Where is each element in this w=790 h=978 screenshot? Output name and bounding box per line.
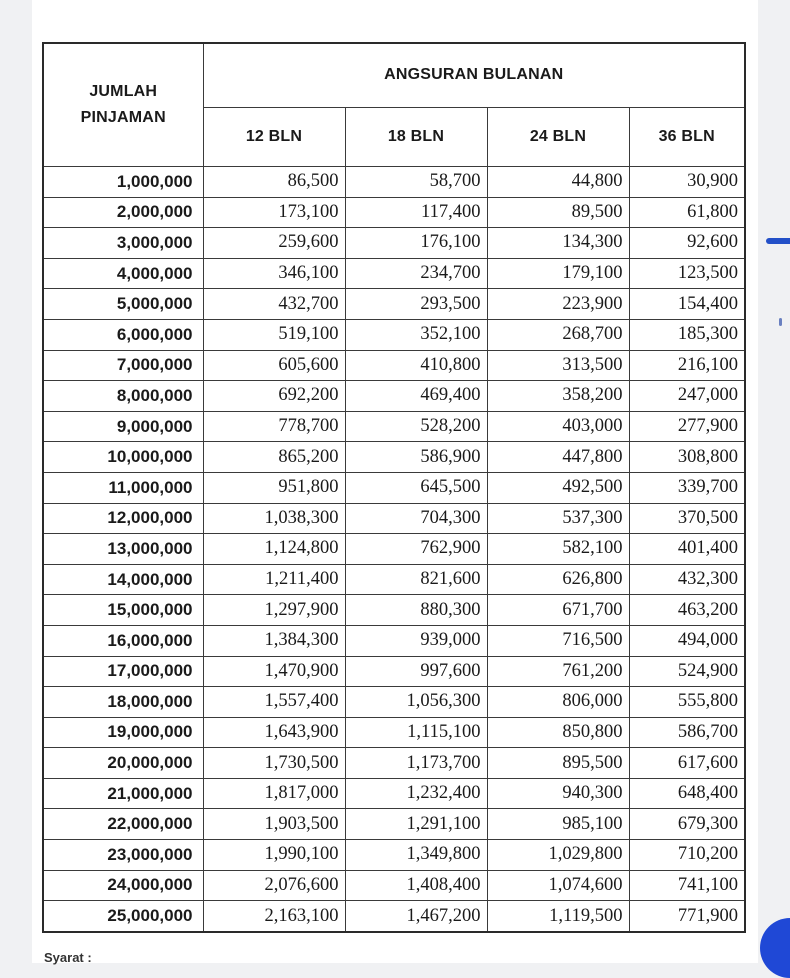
table-row xyxy=(43,472,745,503)
installment-cell: 469,400 xyxy=(345,381,487,412)
loan-amount-cell: 8,000,000 xyxy=(43,381,203,412)
loan-amount-cell: 1,000,000 xyxy=(43,167,203,198)
installment-cell: 582,100 xyxy=(487,534,629,565)
loan-amount-cell: 19,000,000 xyxy=(43,717,203,748)
installment-cell: 2,163,100 xyxy=(203,901,345,932)
installment-cell: 605,600 xyxy=(203,350,345,381)
installment-cell: 86,500 xyxy=(203,167,345,198)
installment-cell: 821,600 xyxy=(345,564,487,595)
installment-cell: 895,500 xyxy=(487,748,629,779)
installment-cell: 1,173,700 xyxy=(345,748,487,779)
installment-cell: 61,800 xyxy=(629,197,745,228)
installment-cell: 586,900 xyxy=(345,442,487,473)
installment-cell: 1,029,800 xyxy=(487,840,629,871)
loan-amount-cell: 10,000,000 xyxy=(43,442,203,473)
header-tenor-18: 18 BLN xyxy=(345,107,487,166)
installment-cell: 1,124,800 xyxy=(203,534,345,565)
installment-cell: 223,900 xyxy=(487,289,629,320)
loan-amount-cell: 15,000,000 xyxy=(43,595,203,626)
installment-cell: 185,300 xyxy=(629,319,745,350)
installment-cell: 528,200 xyxy=(345,411,487,442)
installment-cell: 216,100 xyxy=(629,350,745,381)
installment-cell: 692,200 xyxy=(203,381,345,412)
loan-amount-cell: 16,000,000 xyxy=(43,625,203,656)
installment-cell: 92,600 xyxy=(629,228,745,259)
table-row xyxy=(43,625,745,656)
loan-amount-cell: 5,000,000 xyxy=(43,289,203,320)
loan-amount-cell: 11,000,000 xyxy=(43,472,203,503)
installment-cell: 358,200 xyxy=(487,381,629,412)
installment-cell: 865,200 xyxy=(203,442,345,473)
installment-cell: 1,730,500 xyxy=(203,748,345,779)
installment-cell: 1,349,800 xyxy=(345,840,487,871)
installment-cell: 179,100 xyxy=(487,258,629,289)
installment-cell: 352,100 xyxy=(345,319,487,350)
installment-cell: 123,500 xyxy=(629,258,745,289)
header-tenor-12: 12 BLN xyxy=(203,107,345,166)
installment-cell: 401,400 xyxy=(629,534,745,565)
installment-cell: 679,300 xyxy=(629,809,745,840)
installment-cell: 645,500 xyxy=(345,472,487,503)
loan-amount-cell: 13,000,000 xyxy=(43,534,203,565)
installment-cell: 30,900 xyxy=(629,167,745,198)
installment-cell: 985,100 xyxy=(487,809,629,840)
installment-cell: 308,800 xyxy=(629,442,745,473)
table-row xyxy=(43,778,745,809)
side-indicator-dot xyxy=(779,318,782,326)
installment-cell: 259,600 xyxy=(203,228,345,259)
installment-cell: 58,700 xyxy=(345,167,487,198)
installment-cell: 710,200 xyxy=(629,840,745,871)
installment-cell: 1,074,600 xyxy=(487,870,629,901)
table-row xyxy=(43,319,745,350)
table-row xyxy=(43,258,745,289)
header-tenor-36: 36 BLN xyxy=(629,107,745,166)
loan-amount-cell: 22,000,000 xyxy=(43,809,203,840)
table-row xyxy=(43,289,745,320)
installment-cell: 1,038,300 xyxy=(203,503,345,534)
table-row xyxy=(43,840,745,871)
installment-cell: 880,300 xyxy=(345,595,487,626)
installment-cell: 293,500 xyxy=(345,289,487,320)
installment-cell: 716,500 xyxy=(487,625,629,656)
installment-cell: 268,700 xyxy=(487,319,629,350)
loan-amount-cell: 23,000,000 xyxy=(43,840,203,871)
table-row xyxy=(43,350,745,381)
floating-action-button[interactable] xyxy=(760,918,790,978)
installment-cell: 1,903,500 xyxy=(203,809,345,840)
table-body xyxy=(43,167,745,932)
header-loan-amount: JUMLAH PINJAMAN xyxy=(43,43,203,167)
loan-amount-cell: 4,000,000 xyxy=(43,258,203,289)
installment-cell: 1,643,900 xyxy=(203,717,345,748)
loan-amount-cell: 12,000,000 xyxy=(43,503,203,534)
loan-amount-cell: 3,000,000 xyxy=(43,228,203,259)
table-row xyxy=(43,411,745,442)
installment-cell: 1,115,100 xyxy=(345,717,487,748)
installment-cell: 997,600 xyxy=(345,656,487,687)
installment-cell: 346,100 xyxy=(203,258,345,289)
table-row xyxy=(43,534,745,565)
installment-cell: 524,900 xyxy=(629,656,745,687)
installment-cell: 704,300 xyxy=(345,503,487,534)
installment-cell: 850,800 xyxy=(487,717,629,748)
header-tenor-24: 24 BLN xyxy=(487,107,629,166)
installment-cell: 1,056,300 xyxy=(345,687,487,718)
table-row xyxy=(43,228,745,259)
installment-cell: 134,300 xyxy=(487,228,629,259)
loan-amount-cell: 6,000,000 xyxy=(43,319,203,350)
loan-amount-cell: 7,000,000 xyxy=(43,350,203,381)
side-indicator-mark xyxy=(766,238,790,244)
installment-cell: 519,100 xyxy=(203,319,345,350)
table-row xyxy=(43,656,745,687)
loan-amount-cell: 18,000,000 xyxy=(43,687,203,718)
installment-cell: 1,817,000 xyxy=(203,778,345,809)
installment-cell: 586,700 xyxy=(629,717,745,748)
installment-cell: 44,800 xyxy=(487,167,629,198)
loan-amount-cell: 14,000,000 xyxy=(43,564,203,595)
table-row xyxy=(43,197,745,228)
installment-cell: 648,400 xyxy=(629,778,745,809)
installment-cell: 741,100 xyxy=(629,870,745,901)
installment-cell: 1,384,300 xyxy=(203,625,345,656)
installment-cell: 313,500 xyxy=(487,350,629,381)
loan-amount-cell: 21,000,000 xyxy=(43,778,203,809)
installment-cell: 234,700 xyxy=(345,258,487,289)
installment-cell: 617,600 xyxy=(629,748,745,779)
installment-cell: 370,500 xyxy=(629,503,745,534)
installment-cell: 89,500 xyxy=(487,197,629,228)
installment-cell: 492,500 xyxy=(487,472,629,503)
table-row xyxy=(43,717,745,748)
installment-cell: 1,467,200 xyxy=(345,901,487,932)
installment-cell: 762,900 xyxy=(345,534,487,565)
table-row xyxy=(43,503,745,534)
table-row xyxy=(43,809,745,840)
installment-cell: 537,300 xyxy=(487,503,629,534)
installment-cell: 1,470,900 xyxy=(203,656,345,687)
installment-cell: 247,000 xyxy=(629,381,745,412)
table-row xyxy=(43,167,745,198)
installment-cell: 277,900 xyxy=(629,411,745,442)
installment-cell: 951,800 xyxy=(203,472,345,503)
installment-cell: 778,700 xyxy=(203,411,345,442)
table-row xyxy=(43,564,745,595)
installment-cell: 1,557,400 xyxy=(203,687,345,718)
loan-amount-cell: 2,000,000 xyxy=(43,197,203,228)
installment-cell: 939,000 xyxy=(345,625,487,656)
installment-cell: 410,800 xyxy=(345,350,487,381)
installment-cell: 339,700 xyxy=(629,472,745,503)
installment-cell: 403,000 xyxy=(487,411,629,442)
loan-amount-cell: 24,000,000 xyxy=(43,870,203,901)
installment-cell: 173,100 xyxy=(203,197,345,228)
table-row xyxy=(43,687,745,718)
installment-cell: 771,900 xyxy=(629,901,745,932)
installment-cell: 1,232,400 xyxy=(345,778,487,809)
installment-cell: 1,119,500 xyxy=(487,901,629,932)
loan-amount-cell: 20,000,000 xyxy=(43,748,203,779)
installment-cell: 2,076,600 xyxy=(203,870,345,901)
installment-cell: 626,800 xyxy=(487,564,629,595)
loan-amount-cell: 17,000,000 xyxy=(43,656,203,687)
table-row xyxy=(43,442,745,473)
installment-cell: 432,300 xyxy=(629,564,745,595)
table-row xyxy=(43,595,745,626)
installment-cell: 117,400 xyxy=(345,197,487,228)
installment-cell: 154,400 xyxy=(629,289,745,320)
installment-cell: 1,408,400 xyxy=(345,870,487,901)
footer-note: Syarat : xyxy=(44,950,92,965)
table-row xyxy=(43,748,745,779)
installment-table xyxy=(42,42,746,933)
installment-cell: 432,700 xyxy=(203,289,345,320)
installment-cell: 463,200 xyxy=(629,595,745,626)
table-row xyxy=(43,381,745,412)
installment-cell: 1,291,100 xyxy=(345,809,487,840)
table-row xyxy=(43,870,745,901)
header-monthly-installment: ANGSURAN BULANAN xyxy=(203,43,745,107)
installment-cell: 176,100 xyxy=(345,228,487,259)
installment-cell: 1,211,400 xyxy=(203,564,345,595)
installment-cell: 806,000 xyxy=(487,687,629,718)
installment-cell: 494,000 xyxy=(629,625,745,656)
loan-amount-cell: 9,000,000 xyxy=(43,411,203,442)
installment-cell: 940,300 xyxy=(487,778,629,809)
document-page xyxy=(32,0,758,963)
installment-cell: 555,800 xyxy=(629,687,745,718)
table-row xyxy=(43,901,745,932)
installment-cell: 447,800 xyxy=(487,442,629,473)
installment-cell: 1,990,100 xyxy=(203,840,345,871)
installment-cell: 671,700 xyxy=(487,595,629,626)
installment-cell: 1,297,900 xyxy=(203,595,345,626)
installment-cell: 761,200 xyxy=(487,656,629,687)
loan-amount-cell: 25,000,000 xyxy=(43,901,203,932)
